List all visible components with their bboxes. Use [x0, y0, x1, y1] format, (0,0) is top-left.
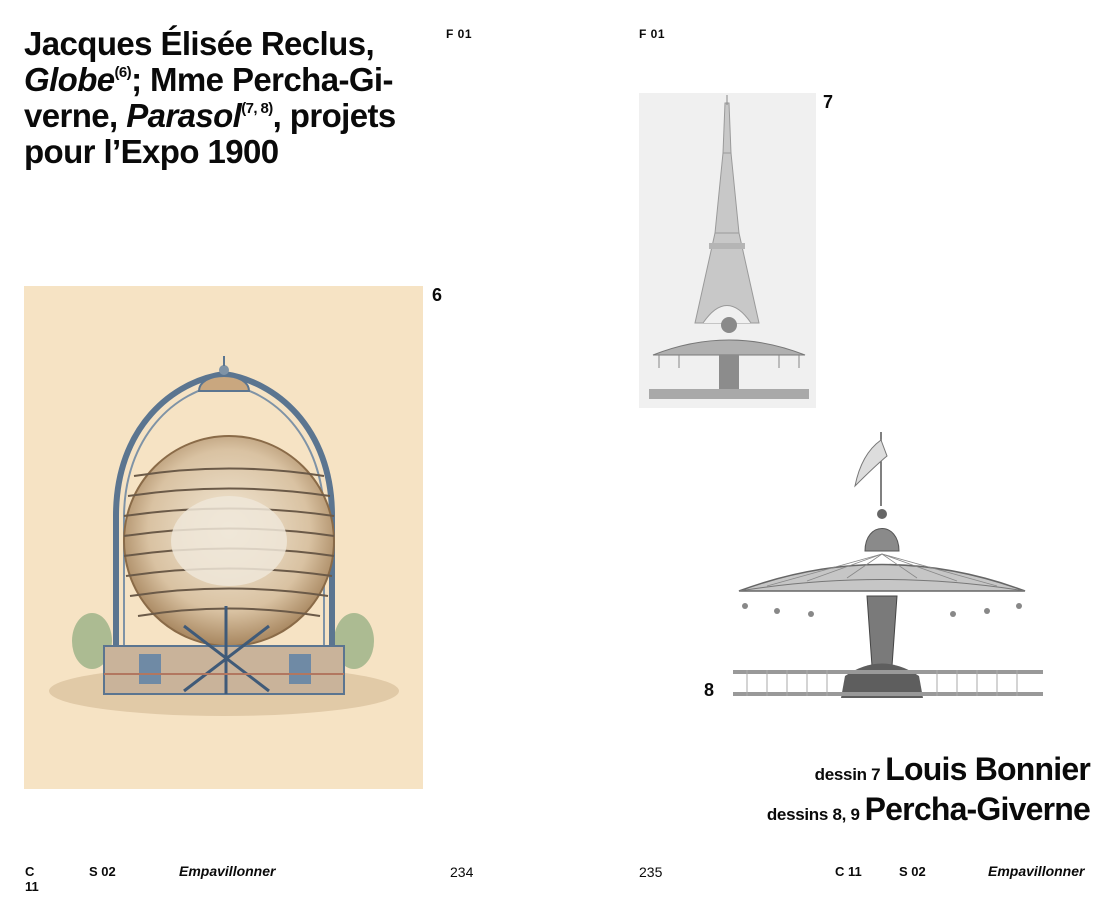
- title-line-3-start: verne,: [24, 97, 127, 134]
- page-number-left: 234: [450, 864, 474, 880]
- credit-line-2: [767, 792, 1090, 832]
- credit-label-2: dessins 8, 9: [766, 805, 860, 824]
- footer-section-right: S 02: [899, 864, 926, 879]
- figure-number-6: 6: [432, 285, 443, 305]
- title-parasol-ref: (7, 8): [241, 100, 273, 117]
- credit-name-2: Percha-Giverne: [864, 791, 1090, 827]
- figure-code-right: F 01: [639, 27, 666, 41]
- globe-illustration: [24, 286, 423, 789]
- title-globe-ref: (6): [114, 64, 132, 81]
- footer-section-left: S 02: [89, 864, 116, 879]
- title-parasol: Parasol: [126, 97, 242, 134]
- title-line-3-rest: , projets: [272, 97, 396, 134]
- page-title: [24, 26, 444, 170]
- globe-drawing: [24, 286, 423, 789]
- credit-label-1: dessin 7: [814, 765, 881, 784]
- title-line-4: pour l’Expo 1900: [24, 133, 279, 170]
- parasol-drawing: [727, 426, 1047, 706]
- credit-name-1: Louis Bonnier: [885, 751, 1090, 787]
- footer-title-left: Empavillonner: [179, 863, 276, 879]
- title-line-2: ; Mme Percha-Gi-: [131, 61, 393, 98]
- credits: [767, 752, 1090, 832]
- credit-line-1: [767, 752, 1090, 792]
- parasol-illustration: [727, 426, 1047, 706]
- figure-code-left: F 01: [446, 27, 473, 41]
- page-number-right: 235: [639, 864, 663, 880]
- footer-chapter-right: C 11: [835, 864, 862, 879]
- figure-number-7: 7: [823, 92, 834, 112]
- title-line-1: Jacques Élisée Reclus,: [24, 25, 375, 62]
- footer-title-right: Empavillonner: [988, 863, 1085, 879]
- footer-chapter-left: C 11: [25, 864, 39, 894]
- title-globe: Globe: [24, 61, 115, 98]
- figure-number-8: 8: [704, 680, 715, 700]
- eiffel-photo: [639, 93, 816, 408]
- eiffel-illustration: [639, 93, 816, 408]
